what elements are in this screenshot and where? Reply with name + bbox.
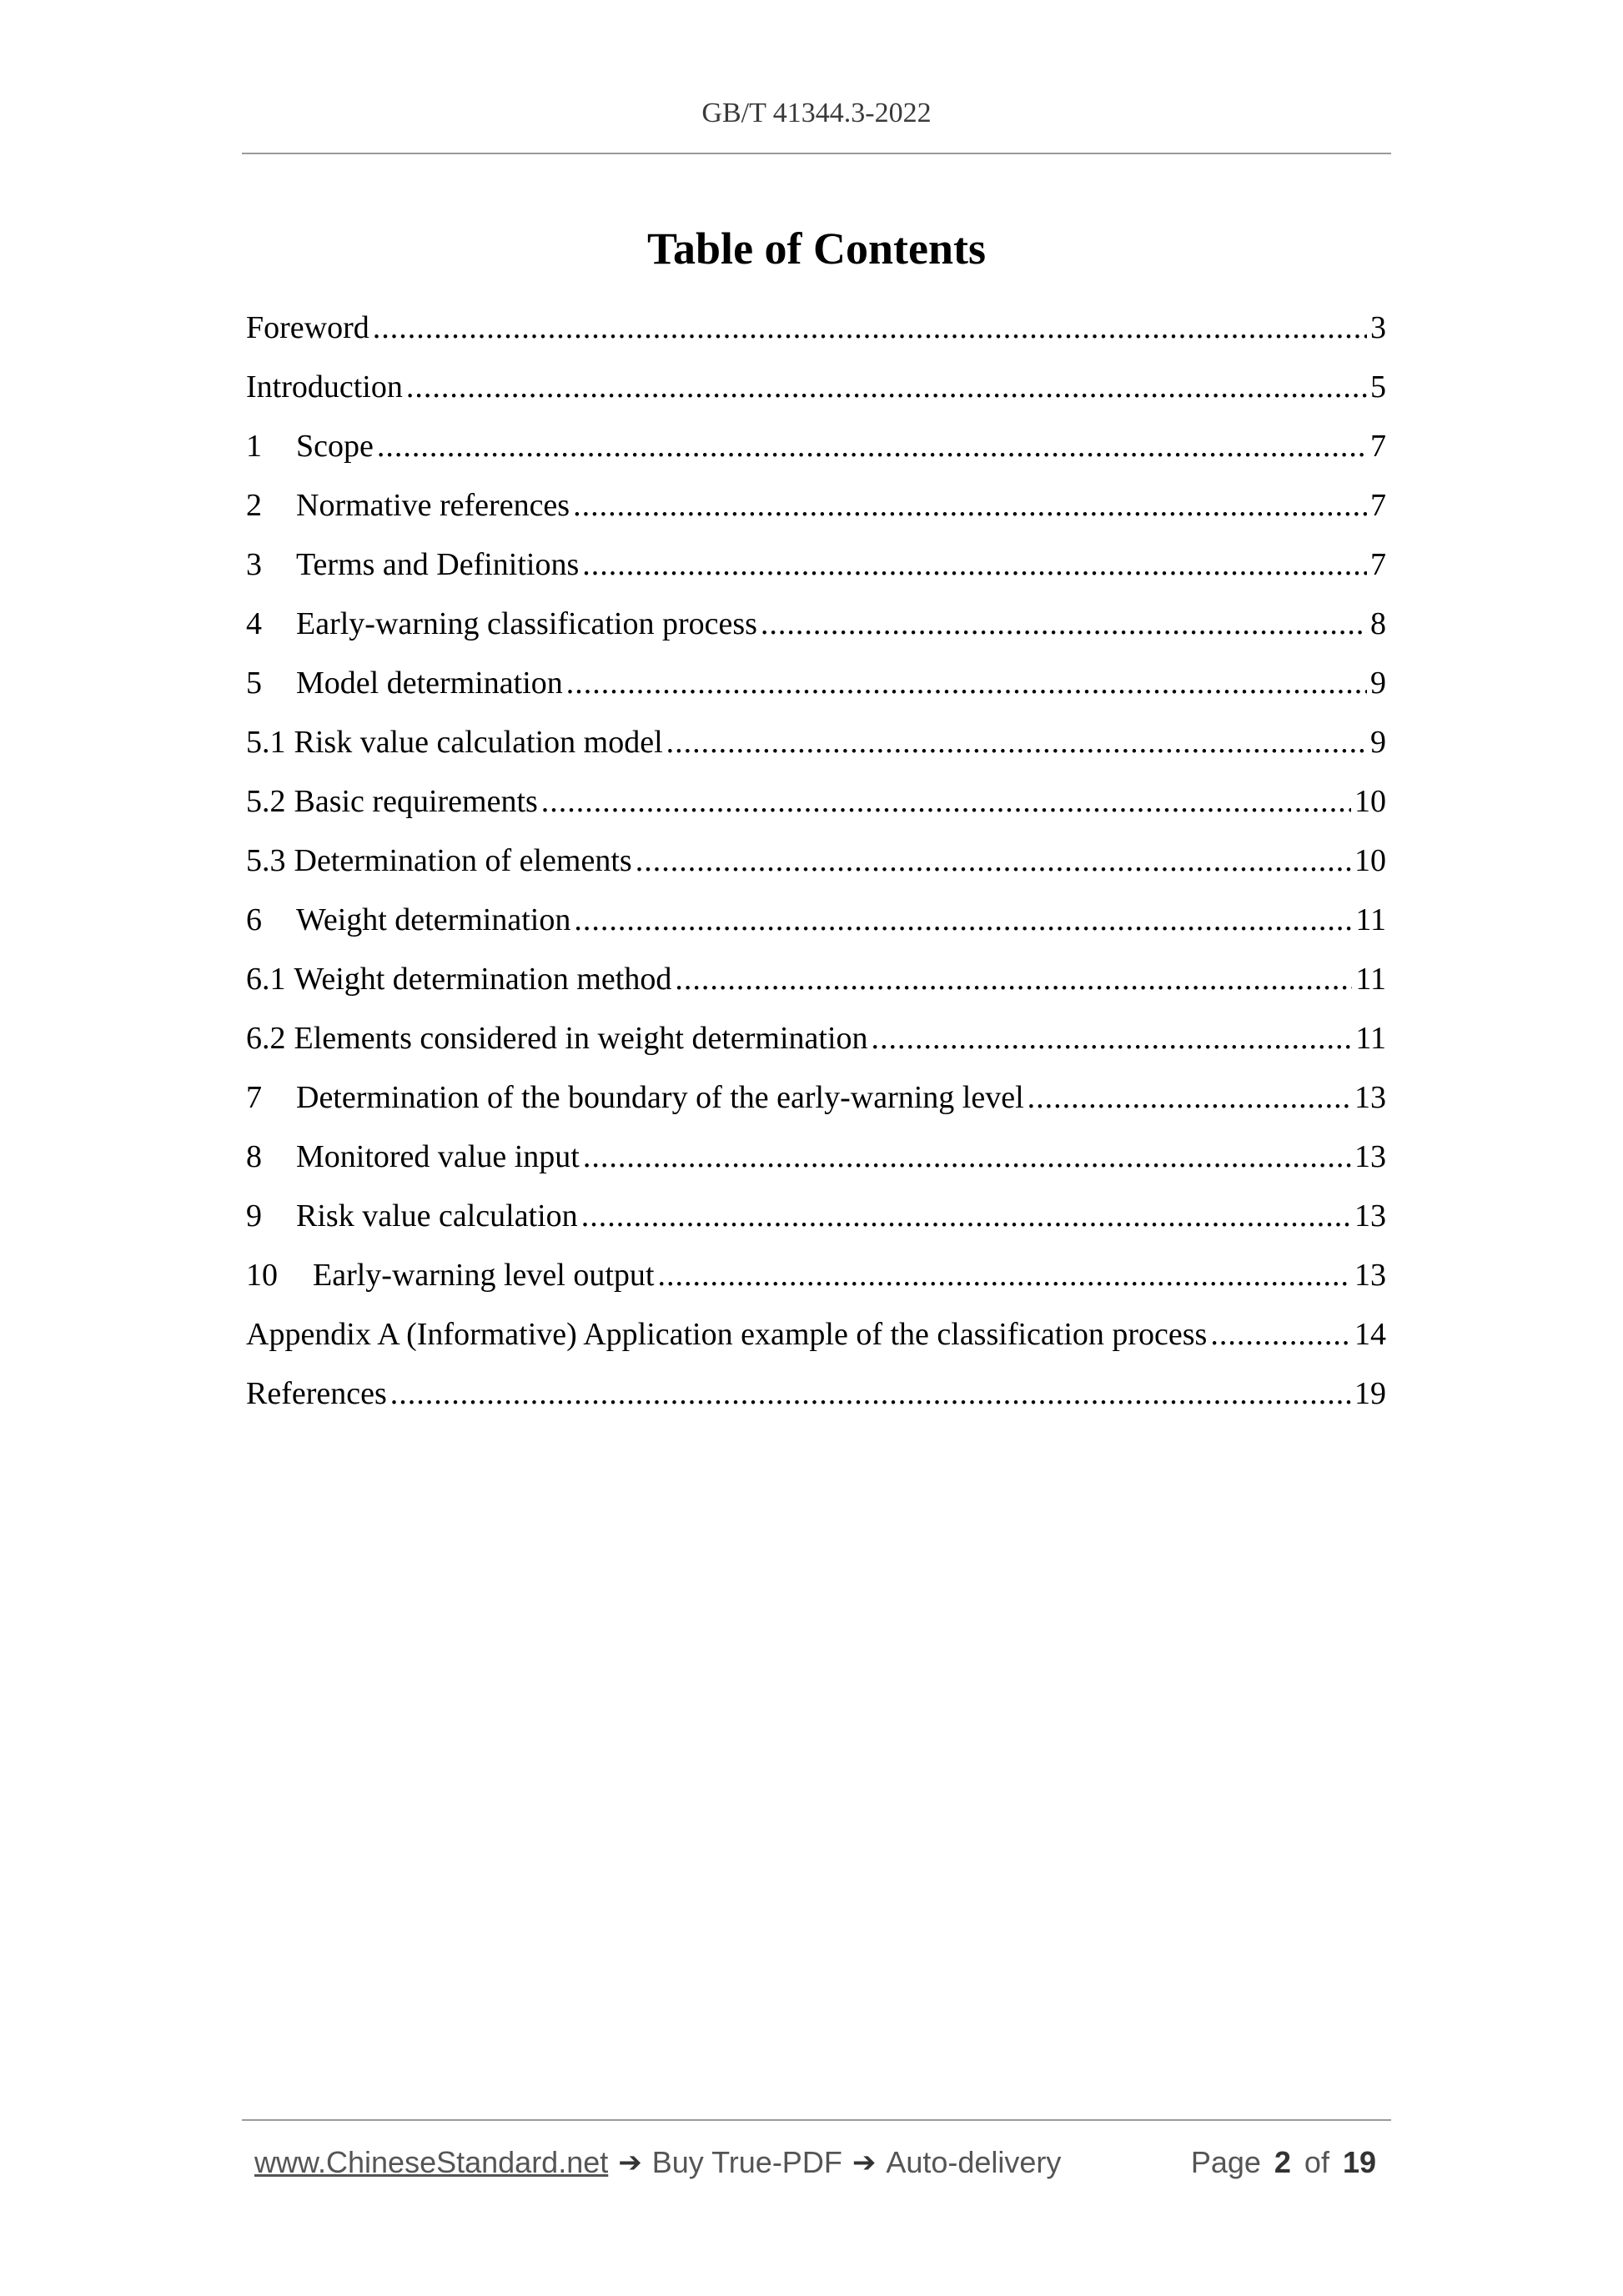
toc-entry-text: Scope [296, 429, 374, 464]
auto-delivery-label: Auto-delivery [886, 2145, 1062, 2179]
dot-leader [390, 1370, 1351, 1417]
toc-entry-appendix-a[interactable] [246, 1311, 1386, 1370]
toc-entry-text: Early-warning classification process [296, 606, 757, 641]
toc-entry-page: 8 [1370, 606, 1386, 641]
toc-entry-risk-value-calculation[interactable] [246, 1193, 1386, 1252]
toc-entry-number: 4 [246, 606, 262, 641]
toc-entry-number: 5.2 [246, 784, 286, 819]
header-divider [242, 153, 1391, 154]
toc-entry-page: 11 [1355, 962, 1386, 997]
toc-entry-terms-definitions[interactable] [246, 541, 1386, 600]
toc-entry-page: 9 [1370, 666, 1386, 701]
toc-entry-page: 10 [1354, 843, 1386, 878]
toc-entry-page: 11 [1355, 1021, 1386, 1056]
toc-entry-level-boundary[interactable] [246, 1074, 1386, 1133]
dot-leader [1210, 1311, 1351, 1358]
toc-entry-text: Terms and Definitions [296, 547, 580, 582]
footer-divider [242, 2119, 1391, 2121]
dot-leader [566, 660, 1367, 706]
toc-entry-text: References [246, 1376, 387, 1411]
toc-entry-text: Determination of the boundary of the early-warning level [296, 1080, 1024, 1115]
toc-entry-text: Normative references [296, 488, 570, 523]
dot-leader [872, 1015, 1353, 1062]
toc-entry-normative-references[interactable] [246, 482, 1386, 541]
toc-entry-number: 5.1 [246, 725, 286, 760]
dot-leader [675, 956, 1352, 1002]
buy-pdf-link[interactable]: Buy True-PDF [651, 2145, 842, 2179]
toc-entry-page: 13 [1354, 1198, 1386, 1233]
toc-entry-classification-process[interactable] [246, 600, 1386, 660]
dot-leader [373, 304, 1367, 351]
toc-entry-number: 6.2 [246, 1021, 286, 1056]
dot-leader [583, 1133, 1351, 1180]
toc-entry-number: 7 [246, 1080, 262, 1115]
toc-entry-text: Appendix A (Informative) Application example of the classification process [246, 1317, 1208, 1352]
toc-entry-text: Early-warning level output [313, 1258, 655, 1293]
toc-entry-introduction[interactable] [246, 364, 1386, 423]
toc-entry-number: 9 [246, 1198, 262, 1233]
toc-entry-text: Introduction [246, 369, 403, 404]
toc-entry-foreword[interactable] [246, 304, 1386, 364]
toc-entry-page: 3 [1370, 310, 1386, 345]
dot-leader [574, 897, 1352, 943]
total-pages-number: 19 [1342, 2145, 1376, 2179]
website-link[interactable]: www.ChineseStandard.net [254, 2145, 609, 2179]
toc-entry-text: Weight determination method [294, 962, 672, 997]
dot-leader [581, 1193, 1351, 1239]
dot-leader [1028, 1074, 1351, 1121]
table-of-contents [246, 304, 1386, 1429]
toc-entry-text: Weight determination [296, 902, 571, 937]
toc-entry-text: Model determination [296, 666, 563, 701]
toc-entry-number: 2 [246, 488, 262, 523]
toc-entry-text: Determination of elements [294, 843, 632, 878]
toc-entry-number: 10 [246, 1258, 278, 1293]
toc-entry-page: 7 [1370, 547, 1386, 582]
footer-links [254, 2145, 1061, 2180]
toc-entry-basic-requirements[interactable] [246, 778, 1386, 837]
dot-leader [573, 482, 1367, 529]
page-word: Page [1190, 2145, 1261, 2179]
toc-entry-text: Risk value calculation [296, 1198, 578, 1233]
toc-entry-page: 7 [1370, 429, 1386, 464]
toc-entry-number: 8 [246, 1139, 262, 1174]
arrow-right-icon: ➔ [618, 2147, 642, 2178]
toc-entry-page: 9 [1370, 725, 1386, 760]
dot-leader [761, 600, 1367, 647]
dot-leader [406, 364, 1367, 410]
toc-entry-number: 6 [246, 902, 262, 937]
dot-leader [666, 719, 1367, 766]
dot-leader [582, 541, 1367, 588]
toc-title: Table of Contents [646, 224, 987, 274]
toc-entry-text: Foreword [246, 310, 369, 345]
toc-entry-determination-of-elements[interactable] [246, 837, 1386, 897]
toc-entry-number: 6.1 [246, 962, 286, 997]
toc-entry-text: Elements considered in weight determination [294, 1021, 868, 1056]
toc-entry-number: 3 [246, 547, 262, 582]
toc-entry-monitored-value-input[interactable] [246, 1133, 1386, 1193]
toc-entry-text: Basic requirements [294, 784, 538, 819]
toc-entry-page: 11 [1355, 902, 1386, 937]
toc-entry-references[interactable] [246, 1370, 1386, 1429]
page-footer [254, 2139, 1376, 2186]
toc-entry-weight-determination[interactable] [246, 897, 1386, 956]
running-header: GB/T 41344.3-2022 [701, 98, 932, 128]
toc-entry-page: 10 [1354, 784, 1386, 819]
toc-entry-page: 13 [1354, 1080, 1386, 1115]
toc-entry-page: 13 [1354, 1258, 1386, 1293]
toc-entry-page: 14 [1354, 1317, 1386, 1352]
toc-entry-text: Risk value calculation model [294, 725, 663, 760]
dot-leader [636, 837, 1351, 884]
dot-leader [377, 423, 1367, 470]
toc-entry-page: 19 [1354, 1376, 1386, 1411]
toc-entry-page: 7 [1370, 488, 1386, 523]
toc-entry-level-output[interactable] [246, 1252, 1386, 1311]
toc-entry-weight-method[interactable] [246, 956, 1386, 1015]
toc-entry-page: 5 [1370, 369, 1386, 404]
dot-leader [657, 1252, 1351, 1299]
toc-entry-number: 5 [246, 666, 262, 701]
of-word: of [1304, 2145, 1329, 2179]
toc-entry-number: 1 [246, 429, 262, 464]
toc-entry-page: 13 [1354, 1139, 1386, 1174]
toc-entry-number: 5.3 [246, 843, 286, 878]
toc-entry-scope[interactable] [246, 423, 1386, 482]
toc-entry-model-determination[interactable] [246, 660, 1386, 719]
current-page-number: 2 [1274, 2145, 1291, 2179]
toc-entry-text: Monitored value input [296, 1139, 580, 1174]
toc-entry-risk-value-model[interactable] [246, 719, 1386, 778]
arrow-right-icon: ➔ [852, 2147, 877, 2178]
dot-leader [541, 778, 1351, 825]
page-indicator [1191, 2145, 1376, 2180]
toc-entry-weight-elements[interactable] [246, 1015, 1386, 1074]
